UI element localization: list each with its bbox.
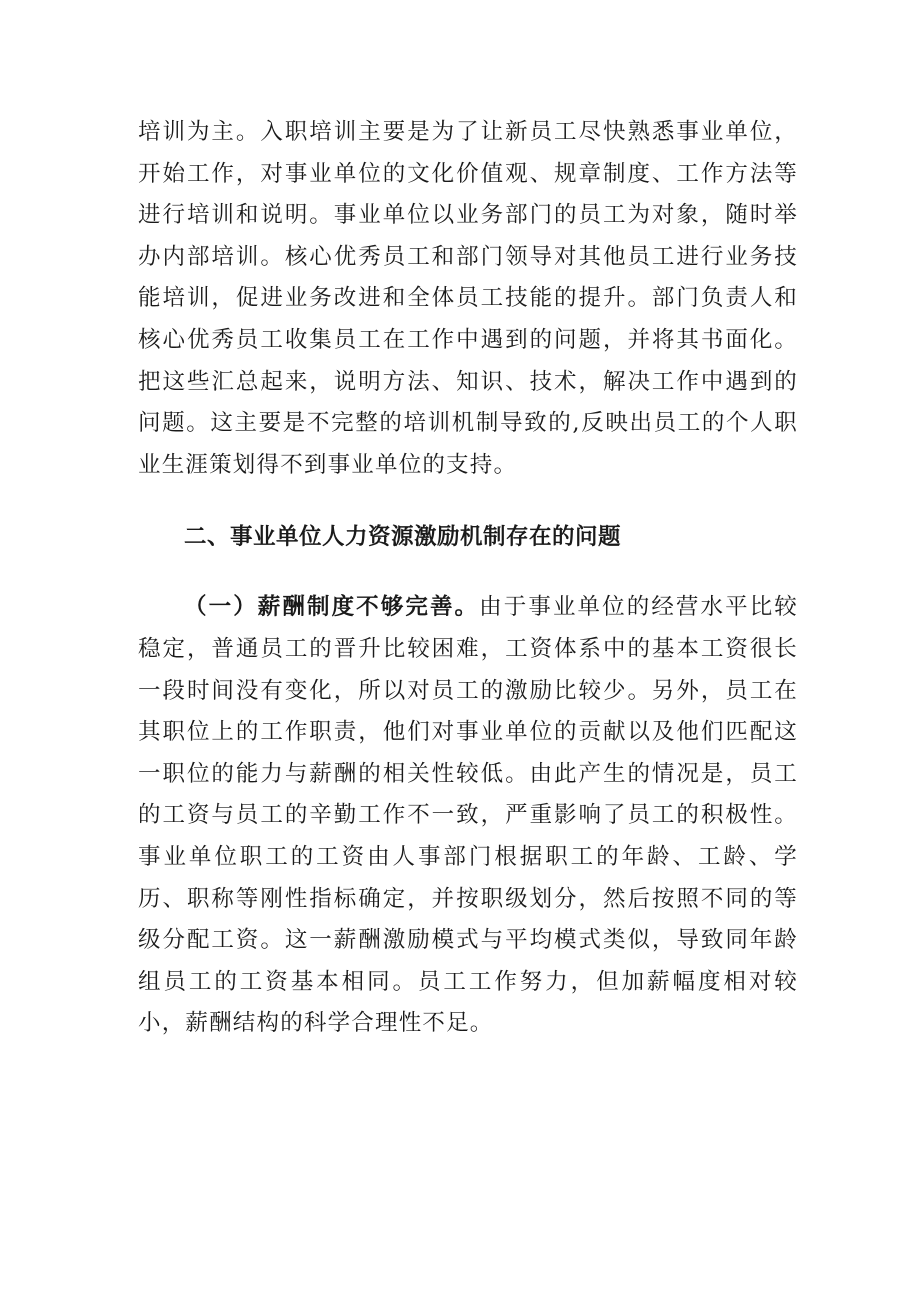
- paragraph-training: 培训为主。入职培训主要是为了让新员工尽快熟悉事业单位，开始工作，对事业单位的文化价值观、规章制度、工作方法等进行培训和说明。事业单位以业务部门的员工为对象，随时举办内部培训。核心优秀员工和部门领导对其他员工进行业务技能培训，促进业务改进和全体员工技能的提升。部门负责人和核心优秀员工收集员工在工作中遇到的问题，并将其书面化。把这些汇总起来，说明方法、知识、技术，解决工作中遇到的问题。这主要是不完整的培训机制导致的,反映出员工的个人职业生涯策划得不到事业单位的支持。: [138, 119, 798, 478]
- paragraph-salary-lead: （一）薪酬制度不够完善。: [184, 594, 480, 621]
- section-heading: 二、事业单位人力资源激励机制存在的问题: [184, 524, 622, 551]
- paragraph-salary-body: 由于事业单位的经营水平比较稳定，普通员工的晋升比较困难，工资体系中的基本工资很长一段时间没有变化，所以对员工的激励比较少。另外，员工在其职位上的工作职责，他们对事业单位的贡献以及他们匹配这一职位的能力与薪酬的相关性较低。由此产生的情况是，员工的工资与员工的辛勤工作不一致，严重影响了员工的积极性。事业单位职工的工资由人事部门根据职工的年龄、工龄、学历、职称等刚性指标确定，并按职级划分，然后按照不同的等级分配工资。这一薪酬激励模式与平均模式类似，导致同年龄组员工的工资基本相同。员工工作努力，但加薪幅度相对较小，薪酬结构的科学合理性不足。: [138, 594, 798, 1037]
- document-body: [138, 112, 798, 1045]
- paragraph-salary: [138, 587, 798, 1045]
